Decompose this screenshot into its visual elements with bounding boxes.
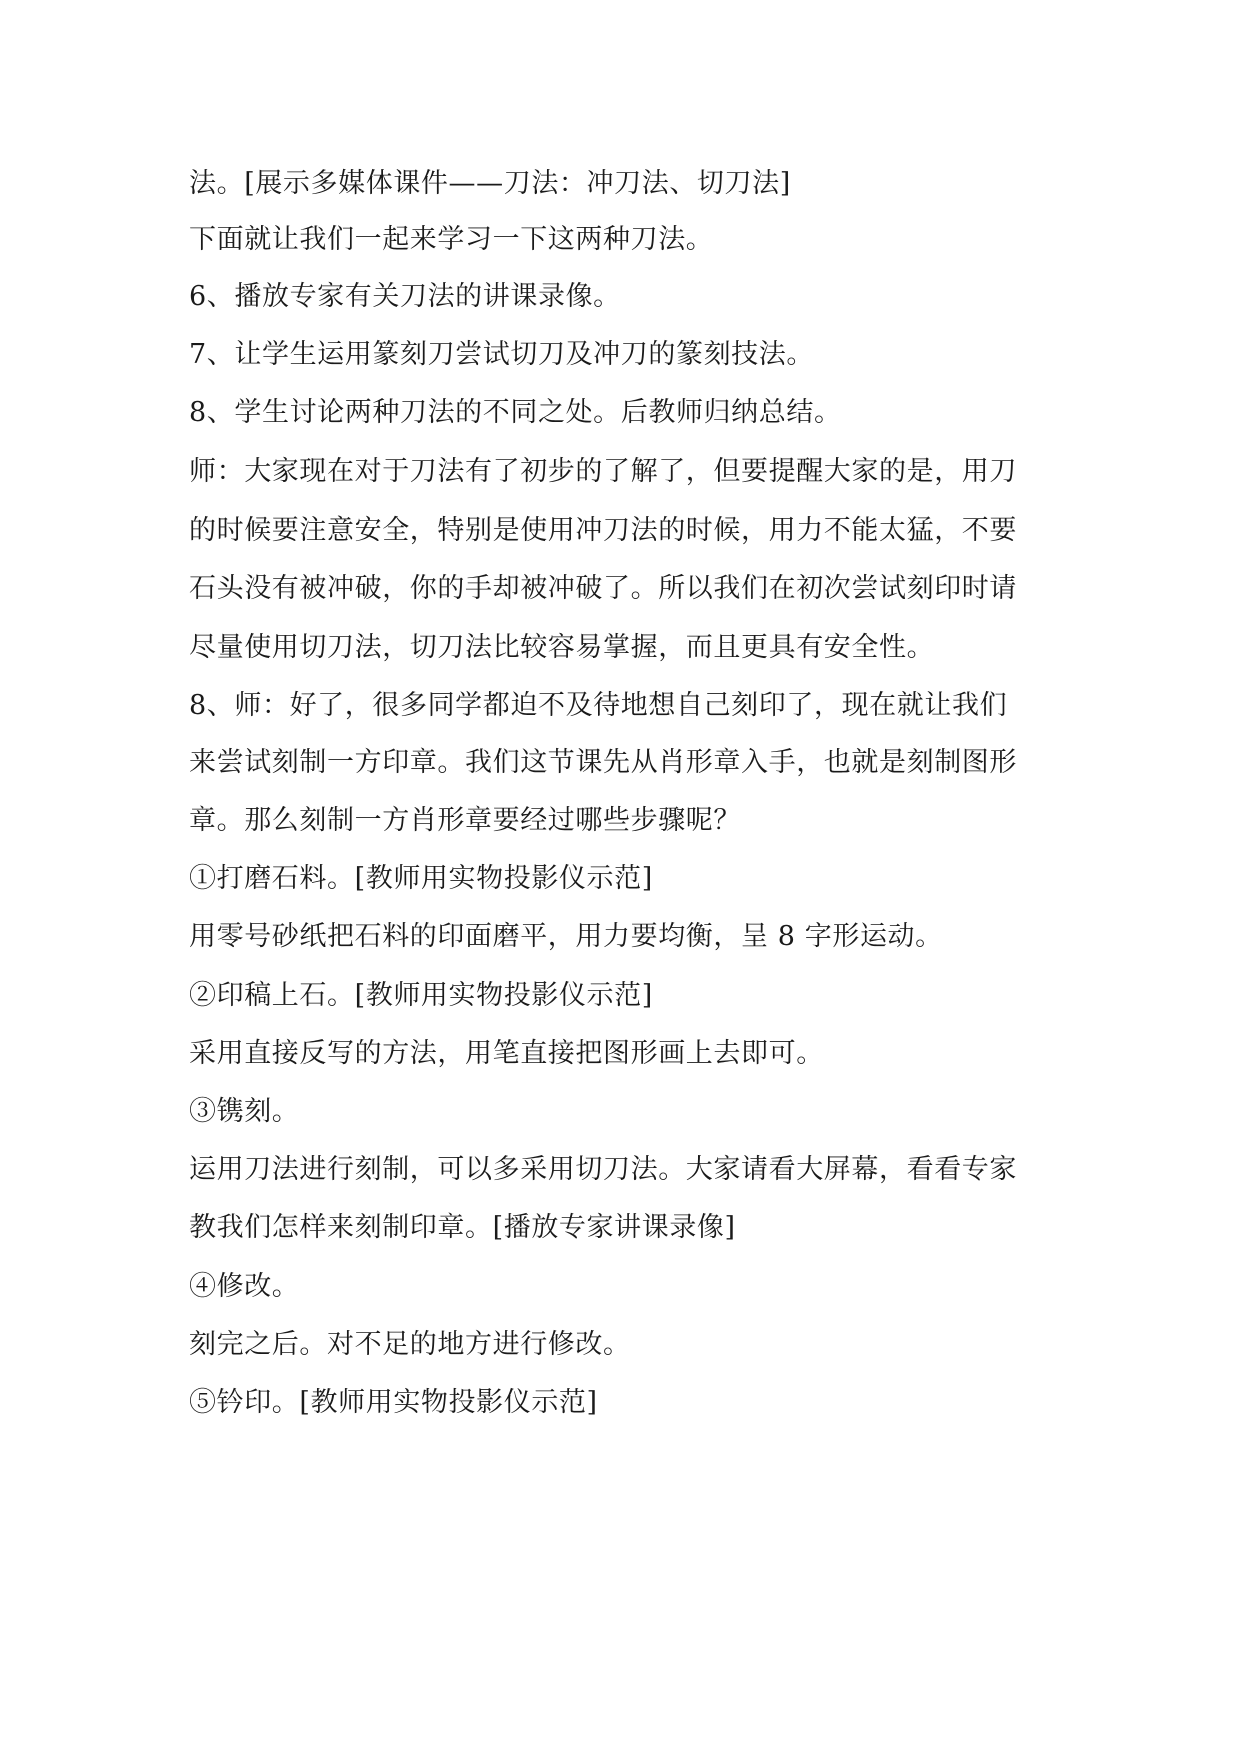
text-line: 来尝试刻制一方印章。我们这节课先从肖形章入手，也就是刻制图形 [189, 747, 1017, 778]
text-line: 下面就让我们一起来学习一下这两种刀法。 [189, 224, 714, 255]
text-line: 采用直接反写的方法，用笔直接把图形画上去即可。 [189, 1038, 824, 1069]
text-line: ④修改。 [189, 1271, 300, 1302]
text-line: ②印稿上石。[教师用实物投影仪示范] [189, 980, 653, 1011]
text-line: 用零号砂纸把石料的印面磨平，用力要均衡，呈 8 字形运动。 [189, 921, 943, 952]
text-line: 法。[展示多媒体课件——刀法：冲刀法、切刀法] [189, 168, 791, 199]
text-line: 刻完之后。对不足的地方进行修改。 [189, 1329, 631, 1360]
text-line: 7、让学生运用篆刻刀尝试切刀及冲刀的篆刻技法。 [189, 339, 814, 370]
text-line: 8、师：好了，很多同学都迫不及待地想自己刻印了，现在就让我们 [189, 690, 1008, 721]
text-line: 尽量使用切刀法，切刀法比较容易掌握，而且更具有安全性。 [189, 632, 935, 663]
text-line: 运用刀法进行刻制，可以多采用切刀法。大家请看大屏幕，看看专家 [189, 1154, 1017, 1185]
text-line: 教我们怎样来刻制印章。[播放专家讲课录像] [189, 1212, 736, 1243]
text-line: ①打磨石料。[教师用实物投影仪示范] [189, 863, 653, 894]
text-line: 石头没有被冲破，你的手却被冲破了。所以我们在初次尝试刻印时请 [189, 573, 1017, 604]
text-line: 的时候要注意安全，特别是使用冲刀法的时候，用力不能太猛，不要 [189, 515, 1017, 546]
text-line: 6、播放专家有关刀法的讲课录像。 [189, 281, 621, 312]
text-line: 8、学生讨论两种刀法的不同之处。后教师归纳总结。 [189, 397, 842, 428]
text-line: 章。那么刻制一方肖形章要经过哪些步骤呢？ [189, 805, 741, 836]
text-line: 师：大家现在对于刀法有了初步的了解了，但要提醒大家的是，用刀 [189, 456, 1017, 487]
text-line: ⑤钤印。[教师用实物投影仪示范] [189, 1387, 598, 1418]
text-line: ③镌刻。 [189, 1096, 300, 1127]
